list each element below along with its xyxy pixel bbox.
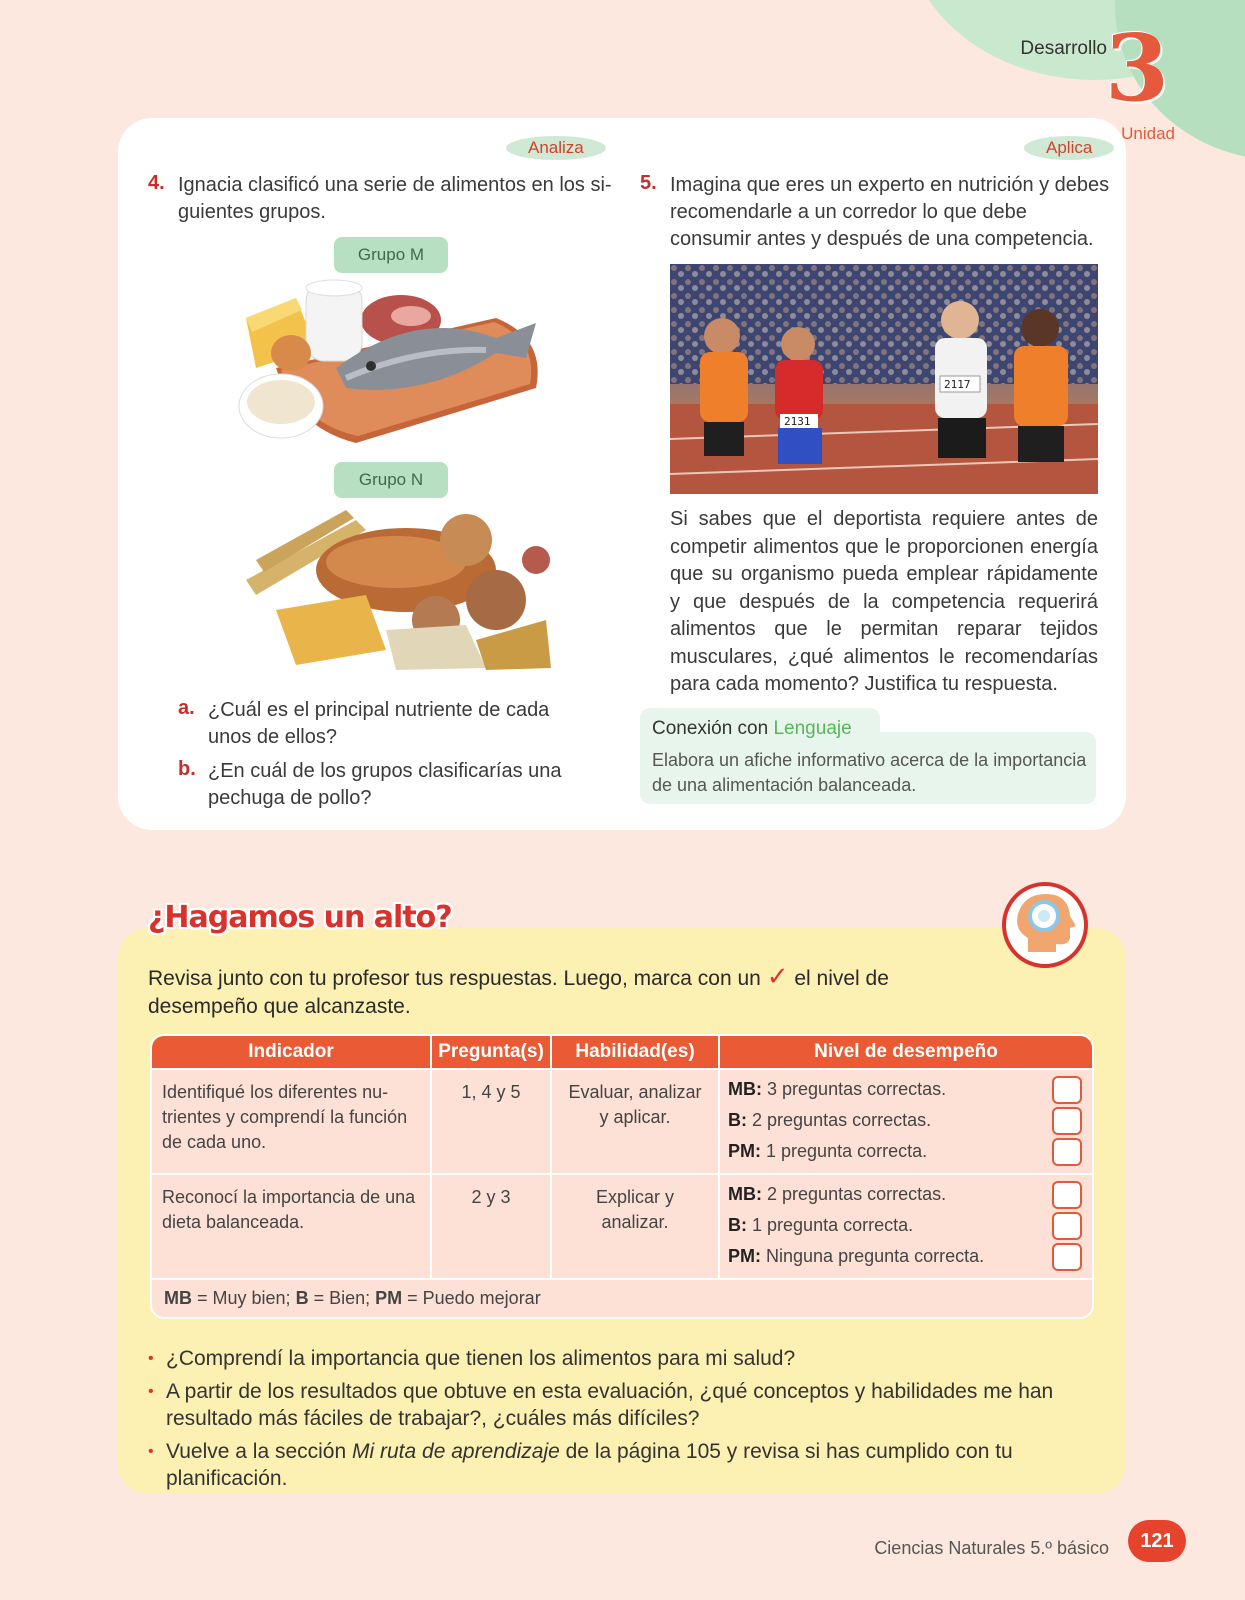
question-number-4: 4. bbox=[148, 172, 165, 194]
subquestion-a-text bbox=[208, 697, 608, 751]
table-legend-row bbox=[152, 1278, 1092, 1317]
legend-b-text: = Bien; bbox=[308, 1288, 376, 1308]
reflection-item-3-part-2: de la página 105 y revisa si has cumplido con tu planificación. bbox=[166, 1440, 1013, 1490]
level-checkbox[interactable] bbox=[1052, 1076, 1082, 1104]
self-assessment-title: ¿Hagamos un alto? bbox=[148, 900, 452, 935]
group-n-label: Grupo N bbox=[334, 462, 448, 498]
connection-title-prefix: Conexión con bbox=[652, 718, 769, 739]
group-n-food-image bbox=[236, 500, 556, 672]
instructions-part-2: el nivel de desempeño que alcanzaste. bbox=[148, 967, 889, 1018]
level-option-mb bbox=[728, 1179, 1082, 1210]
header-questions: Pregunta(s) bbox=[432, 1036, 552, 1068]
question-4-line-2: guientes grupos. bbox=[178, 201, 326, 223]
subquestion-b-text bbox=[208, 758, 608, 812]
skill-tag-analiza: Analiza bbox=[506, 136, 606, 160]
question-5-line-1: Imagina que eres un experto en nutrición y debes bbox=[670, 174, 1110, 196]
section-label: Desarrollo bbox=[1020, 38, 1107, 59]
connection-subject: Lenguaje bbox=[773, 718, 852, 739]
question-5-line-3: consumir antes y después de una competencia. bbox=[670, 228, 1094, 250]
reflection-item-2: • A partir de los resultados que obtuve en esta evaluación, ¿qué conceptos y habilidades me han resultado más fáciles de trabajar?, ¿cuáles más difíciles? bbox=[148, 1378, 1108, 1432]
legend-b: B bbox=[295, 1288, 309, 1308]
runners-illustration bbox=[670, 264, 1098, 494]
subquestion-a-line-1: ¿Cuál es el principal nutriente de cada bbox=[208, 699, 550, 721]
header-skills: Habilidad(es) bbox=[552, 1036, 720, 1068]
footer-book-title: Ciencias Naturales 5.º básico bbox=[874, 1538, 1109, 1558]
header-performance-level: Nivel de desempeño bbox=[720, 1036, 1092, 1068]
level-code: MB: bbox=[728, 1184, 762, 1204]
level-option-b bbox=[728, 1105, 1082, 1136]
question-5-paragraph: Si sabes que el deportista requiere antes de competir alimentos que le proporcionen energía que su organismo pueda emplear rápidamente y que después de la competencia requerirá alimentos que le permitan reparar tejidos musculares, ¿qué alimentos le recomendarías para cada momento? Justifica tu respuesta. bbox=[670, 508, 1098, 695]
legend-pm: PM bbox=[375, 1288, 403, 1308]
level-code: MB: bbox=[728, 1079, 762, 1099]
reflection-item-3-part-1: Vuelve a la sección bbox=[166, 1440, 352, 1463]
reflection-item-3 bbox=[148, 1438, 1108, 1492]
connection-text: Elabora un afiche informativo acerca de la importancia de una alimentación balanceada. bbox=[652, 750, 1087, 795]
table-legend bbox=[152, 1278, 1092, 1317]
legend-pm-text: = Puedo mejorar bbox=[402, 1288, 541, 1308]
subquestion-a-line-2: unos de ellos? bbox=[208, 726, 337, 748]
levels-cell bbox=[720, 1173, 1092, 1278]
legend-mb: MB bbox=[164, 1288, 192, 1308]
instructions-part-1: Revisa junto con tu profesor tus respuestas. Luego, marca con un bbox=[148, 967, 761, 990]
legend-mb-text: = Muy bien; bbox=[192, 1288, 296, 1308]
level-checkbox[interactable] bbox=[1052, 1212, 1082, 1240]
level-text: 1 pregunta correcta. bbox=[766, 1141, 928, 1161]
reflection-item-3-italic: Mi ruta de aprendizaje bbox=[352, 1440, 560, 1463]
levels-cell bbox=[720, 1068, 1092, 1173]
table-row bbox=[152, 1173, 1092, 1278]
group-m-food-image bbox=[236, 278, 556, 448]
skills-cell: Evaluar, analizar y aplicar. bbox=[552, 1068, 720, 1173]
performance-table bbox=[150, 1034, 1094, 1319]
question-number-5: 5. bbox=[640, 172, 657, 194]
level-option-pm bbox=[728, 1241, 1082, 1272]
skill-tag-aplica: Aplica bbox=[1024, 136, 1114, 160]
level-text: 2 preguntas correctas. bbox=[752, 1110, 932, 1130]
self-assessment-instructions bbox=[148, 962, 928, 1021]
question-5-text bbox=[670, 172, 1110, 253]
page-number: 121 bbox=[1128, 1520, 1186, 1562]
subquestion-a-letter: a. bbox=[178, 697, 195, 719]
header-indicator: Indicador bbox=[152, 1036, 432, 1068]
level-text: Ninguna pregunta correcta. bbox=[766, 1246, 985, 1266]
questions-cell: 2 y 3 bbox=[432, 1173, 552, 1278]
level-code: B: bbox=[728, 1110, 747, 1130]
group-m-label: Grupo M bbox=[334, 237, 448, 273]
reflection-item-1: • ¿Comprendí la importancia que tienen los alimentos para mi salud? bbox=[148, 1345, 1108, 1372]
level-checkbox[interactable] bbox=[1052, 1243, 1082, 1271]
level-code: PM: bbox=[728, 1246, 761, 1266]
indicator-cell: Identifiqué los diferentes nu- trientes y comprendí la función de cada uno. bbox=[152, 1068, 432, 1173]
subquestion-b-letter: b. bbox=[178, 758, 196, 780]
unit-number: 3 bbox=[1104, 14, 1169, 122]
level-option-b bbox=[728, 1210, 1082, 1241]
level-code: B: bbox=[728, 1215, 747, 1235]
question-4-line-1: Ignacia clasificó una serie de alimentos en los si- bbox=[178, 174, 612, 196]
level-code: PM: bbox=[728, 1141, 761, 1161]
runner-bib-2117: 2117 bbox=[944, 378, 971, 391]
reflection-questions bbox=[148, 1345, 1108, 1498]
table-row bbox=[152, 1068, 1092, 1173]
level-checkbox[interactable] bbox=[1052, 1107, 1082, 1135]
level-option-pm bbox=[728, 1136, 1082, 1167]
level-option-mb bbox=[728, 1074, 1082, 1105]
connection-title bbox=[652, 718, 852, 740]
skills-cell: Explicar y analizar. bbox=[552, 1173, 720, 1278]
question-5-line-2: recomendarle a un corredor lo que debe bbox=[670, 201, 1027, 223]
runners-photo bbox=[670, 264, 1098, 494]
indicator-cell: Reconocí la importancia de una dieta balanceada. bbox=[152, 1173, 432, 1278]
head-profile-graphic bbox=[1006, 886, 1084, 964]
thinking-head-icon bbox=[1002, 882, 1088, 968]
unit-label: Unidad bbox=[1121, 124, 1175, 143]
questions-cell: 1, 4 y 5 bbox=[432, 1068, 552, 1173]
level-text: 2 preguntas correctas. bbox=[767, 1184, 947, 1204]
subquestion-b-line-1: ¿En cuál de los grupos clasificarías una bbox=[208, 760, 562, 782]
question-4-text bbox=[178, 172, 618, 226]
runner-bib-2131: 2131 bbox=[784, 415, 811, 428]
level-text: 1 pregunta correcta. bbox=[752, 1215, 914, 1235]
level-text: 3 preguntas correctas. bbox=[767, 1079, 947, 1099]
checkmark-icon: ✓ bbox=[766, 961, 789, 991]
subquestion-b-line-2: pechuga de pollo? bbox=[208, 787, 372, 809]
level-checkbox[interactable] bbox=[1052, 1181, 1082, 1209]
level-checkbox[interactable] bbox=[1052, 1138, 1082, 1166]
